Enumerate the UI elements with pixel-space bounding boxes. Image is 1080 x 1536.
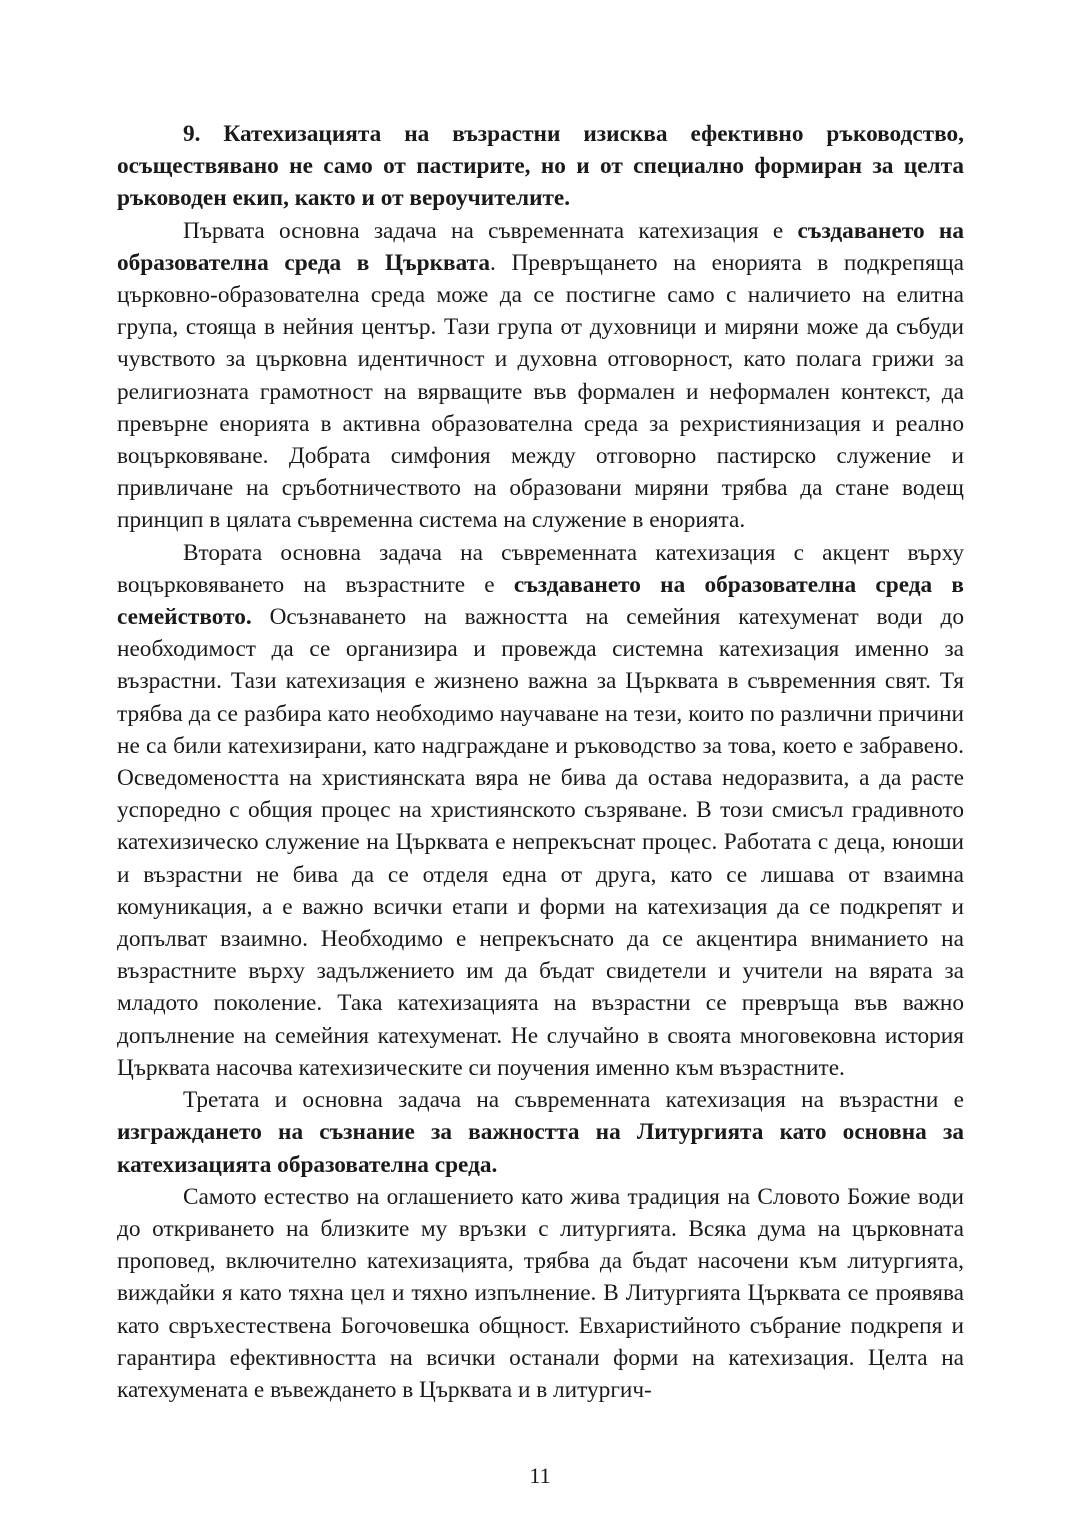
paragraph-1-text-a: Първата основна задача на съвременната катехизация е: [183, 217, 798, 244]
paragraph-2-text-a: Втората основна задача на съвременната катехизация с акцент върху воцърковяването на възрастните е: [117, 539, 964, 598]
paragraph-3: [117, 1084, 964, 1181]
paragraph-1: [117, 215, 964, 537]
paragraph-2-text-c: Осъзнаването на важността на семейния катехуменат води до необходимост да се организира и провежда системна катехизация именно за възрастни. Тази катехизация е жизнено важна за Църквата в съвременния свят. Тя трябва да се разбира като необходимо научаване на тези, които по различни причини не са били катехизирани, като надграждане и ръководство за това, което е забравено. Осведомеността на християнската вяра не бива да остава недоразвита, а да расте успоредно с общия процес на християнското съзряване. В този смисъл градивното катехизическо служение на Църквата е непрекъснат процес. Работата с деца, юноши и възрастни не бива да се отделя една от друга, като се лишава от взаимна комуникация, а е важно всички етапи и форми на катехизация да се подкрепят и допълват взаимно. Необходимо е непрекъснато да се акцентира вниманието на възрастните върху задължението им да бъдат свидетели и учители на вярата за младото поколение. Така катехизацията на възрастни се превръща във важно допълнение на семейния катехуменат. Не случайно в своята многовековна история Църквата насочва катехизическите си поучения именно към възрастните.: [117, 604, 964, 1081]
section-heading: 9. Катехизацията на възрастни изисква ефективно ръководство, осъществявано не само от пастирите, но и от специално формиран за целта ръководен екип, както и от вероучителите.: [117, 121, 964, 212]
paragraph-4: Самото естество на оглашението като жива традиция на Словото Божие води до откриването на близките му връзки с литургията. Всяка дума на църковната проповед, включително катехизацията, трябва да бъдат насочени към литургията, виждайки я като тяхна цел и тяхно изпълнение. В Литургията Църквата се проявява като свръхестествена Богочовешка общност. Евхаристийното събрание подкрепя и гарантира ефективността на всички останали форми на катехизация. Целта на катехумената е въвеждането в Църквата и в литургич-: [117, 1183, 964, 1403]
paragraph-2: [117, 537, 964, 1084]
paragraph-3-emphasis: изграждането на съзнание за важността на Литургията като основна за катехизацията образователна среда.: [117, 1119, 964, 1178]
paragraph-3-text-a: Третата и основна задача на съвременната катехизация на възрастни е: [183, 1087, 964, 1114]
page-number: 11: [529, 1463, 551, 1488]
page-body: [117, 118, 964, 1406]
paragraph-2-emphasis: създаването на образователна среда в семейството.: [117, 571, 964, 631]
paragraph-1-emphasis: създаването на образователна среда в Църквата: [117, 217, 964, 276]
paragraph-1-text-c: . Превръщането на енорията в подкрепяща църковно-образователна среда може да се постигне само с наличието на елитна група, стояща в нейния център. Тази група от духовници и миряни може да събуди чувството за църковна идентичност и духовна отговорност, като полага грижи за религиозната грамотност на вярващите във формален и неформален контекст, да превърне енорията в активна образователна среда за рехристиянизация и реално воцърковяване. Добрата симфония между отговорно пастирско служение и привличане на сръботничеството на образовани миряни трябва да стане водещ принцип в цялата съвременна система на служение в енорията.: [117, 249, 964, 534]
